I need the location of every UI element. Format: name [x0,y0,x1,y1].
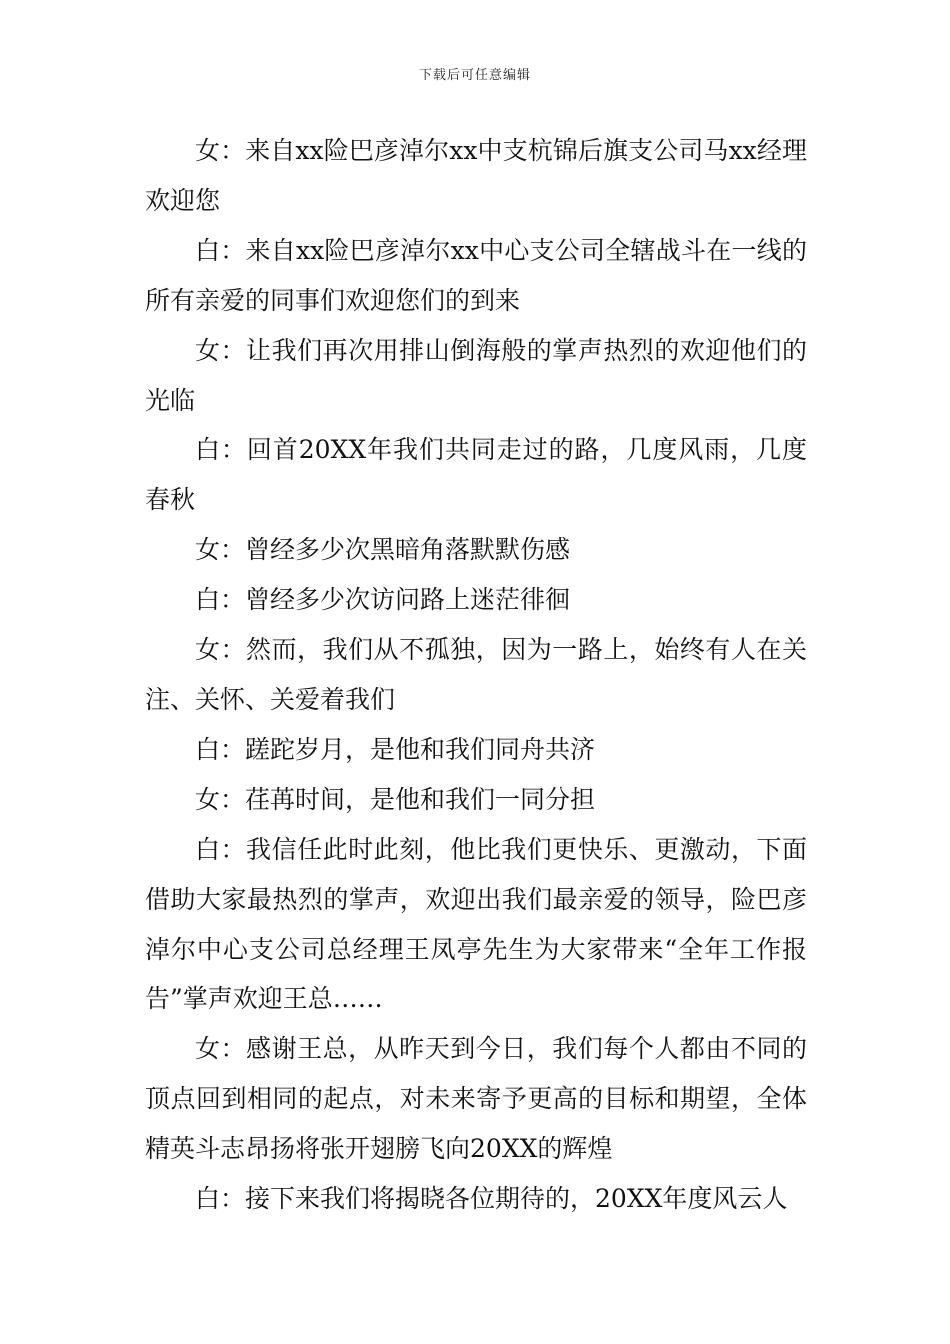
page-header: 下载后可任意编辑 [418,68,531,83]
paragraph: 女：荏苒时间，是他和我们一同分担 [195,784,596,814]
paragraph: 白：来自xx险巴彦淖尔xx中心支公司全辖战斗在一线的所有亲爱的同事们欢迎您们的到来 [145,235,807,315]
paragraph: 白：回首20XX年我们共同走过的路，几度风雨，几度春秋 [145,435,807,515]
paragraph: 女：感谢王总，从昨天到今日，我们每个人都由不同的顶点回到相同的起点，对未来寄予更高的目标和期望，全体精英斗志昂扬将张开翅膀飞向20XX的辉煌 [145,1034,807,1164]
script-body [145,126,807,1224]
paragraph: 女：曾经多少次黑暗角落默默伤感 [195,535,571,565]
paragraph: 白：接下来我们将揭晓各位期待的，20XX年度风云人 [195,1184,788,1214]
paragraph: 白：蹉跎岁月，是他和我们同舟共济 [195,734,596,764]
paragraph: 女：让我们再次用排山倒海般的掌声热烈的欢迎他们的光临 [145,335,807,415]
paragraph: 女：来自xx险巴彦淖尔xx中支杭锦后旗支公司马xx经理欢迎您 [145,136,807,215]
paragraph: 女：然而，我们从不孤独，因为一路上，始终有人在关注、关怀、关爱着我们 [145,635,807,714]
paragraph: 白：曾经多少次访问路上迷茫徘徊 [195,585,571,615]
paragraph: 白：我信任此时此刻，他比我们更快乐、更激动，下面借助大家最热烈的掌声，欢迎出我们最亲爱的领导，险巴彦淖尔中心支公司总经理王凤亭先生为大家带来“全年工作报告”掌声欢迎王总…… [145,834,807,1014]
